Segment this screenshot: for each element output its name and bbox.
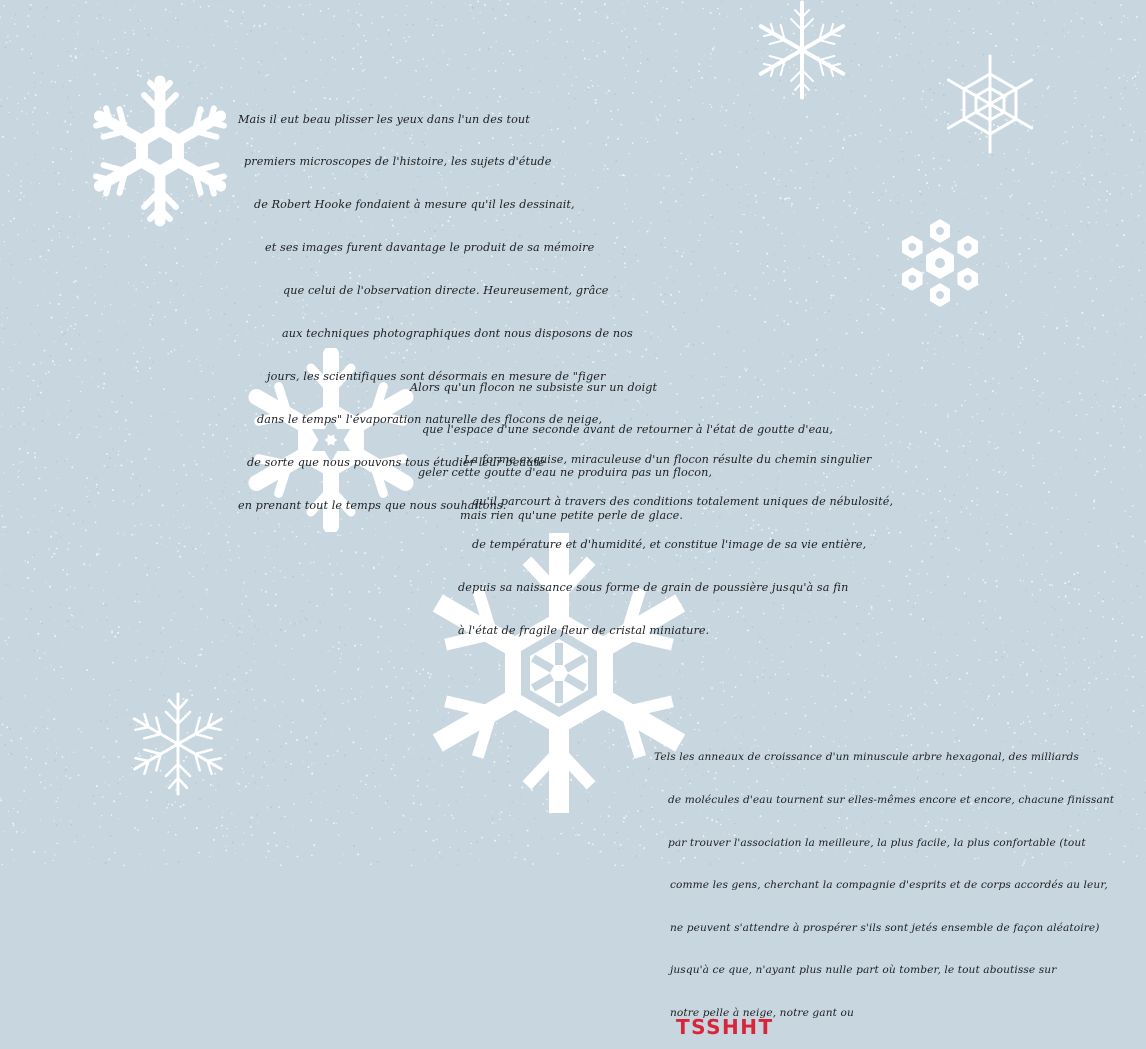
snowflake-illustration bbox=[78, 75, 242, 227]
text-line: geler cette goutte d'eau ne produira pas un flocon, bbox=[418, 466, 713, 480]
text-line bbox=[670, 1006, 1114, 1040]
text-line: en prenant tout le temps que nous souhaitons. bbox=[238, 498, 507, 512]
sound-effect-text: TSSHHT bbox=[676, 1015, 774, 1040]
snowflake-illustration bbox=[940, 52, 1040, 156]
text-line: de molécules d'eau tournent sur elles-mêmes encore et encore, chacune finissant bbox=[668, 794, 1115, 807]
snowflake-illustration bbox=[884, 208, 996, 318]
text-line: depuis sa naissance sous forme de grain de poussière jusqu'à sa fin bbox=[458, 581, 849, 595]
text-line: jusqu'à ce que, n'ayant plus nulle part où tomber, le tout aboutisse sur bbox=[670, 964, 1057, 977]
paragraph-anneaux bbox=[654, 722, 1114, 1049]
snowflake-illustration bbox=[702, 0, 902, 100]
text-line: de Robert Hooke fondaient à mesure qu'il les dessinait, bbox=[254, 198, 575, 212]
paragraph-forme bbox=[458, 424, 893, 653]
text-line: jours, les scientifiques sont désormais en mesure de "figer bbox=[267, 369, 606, 383]
text-line: à l'état de fragile fleur de cristal miniature. bbox=[458, 624, 710, 638]
text-line: et ses images furent davantage le produit de sa mémoire bbox=[265, 241, 595, 255]
text-line: qu'il parcourt à travers des conditions totalement uniques de nébulosité, bbox=[472, 495, 894, 509]
text-line: de température et d'humidité, et constitue l'image de sa vie entière, bbox=[472, 538, 867, 552]
text-line: premiers microscopes de l'histoire, les sujets d'étude bbox=[244, 155, 552, 169]
text-line: Tels les anneaux de croissance d'un minuscule arbre hexagonal, des milliards bbox=[654, 751, 1079, 764]
text-line: par trouver l'association la meilleure, la plus facile, la plus confortable (tout bbox=[668, 836, 1086, 849]
text-line: mais rien qu'une petite perle de glace. bbox=[460, 509, 683, 523]
text-line: Alors qu'un flocon ne subsiste sur un doigt bbox=[410, 380, 658, 394]
text-line: que l'espace d'une seconde avant de retourner à l'état de goutte d'eau, bbox=[422, 423, 834, 437]
text-line: aux techniques photographiques dont nous disposons de nos bbox=[282, 327, 633, 341]
text-line-end: notre pelle à neige, notre gant ou bbox=[670, 1007, 854, 1020]
text-line: comme les gens, cherchant la compagnie d'esprits et de corps accordés au leur, bbox=[670, 879, 1108, 892]
text-line: La forme exquise, miraculeuse d'un flocon résulte du chemin singulier bbox=[464, 452, 872, 466]
text-line: que celui de l'observation directe. Heureusement, grâce bbox=[283, 284, 609, 298]
snowflake-illustration bbox=[122, 690, 234, 798]
text-line: dans le temps" l'évaporation naturelle des flocons de neige, bbox=[257, 412, 603, 426]
text-line: Mais il eut beau plisser les yeux dans l'un des tout bbox=[238, 112, 530, 126]
text-line: ne peuvent s'attendre à prospérer s'ils sont jetés ensemble de façon aléatoire) bbox=[670, 921, 1100, 934]
text-line: de sorte que nous pouvons tous étudier leur beauté bbox=[247, 455, 545, 469]
